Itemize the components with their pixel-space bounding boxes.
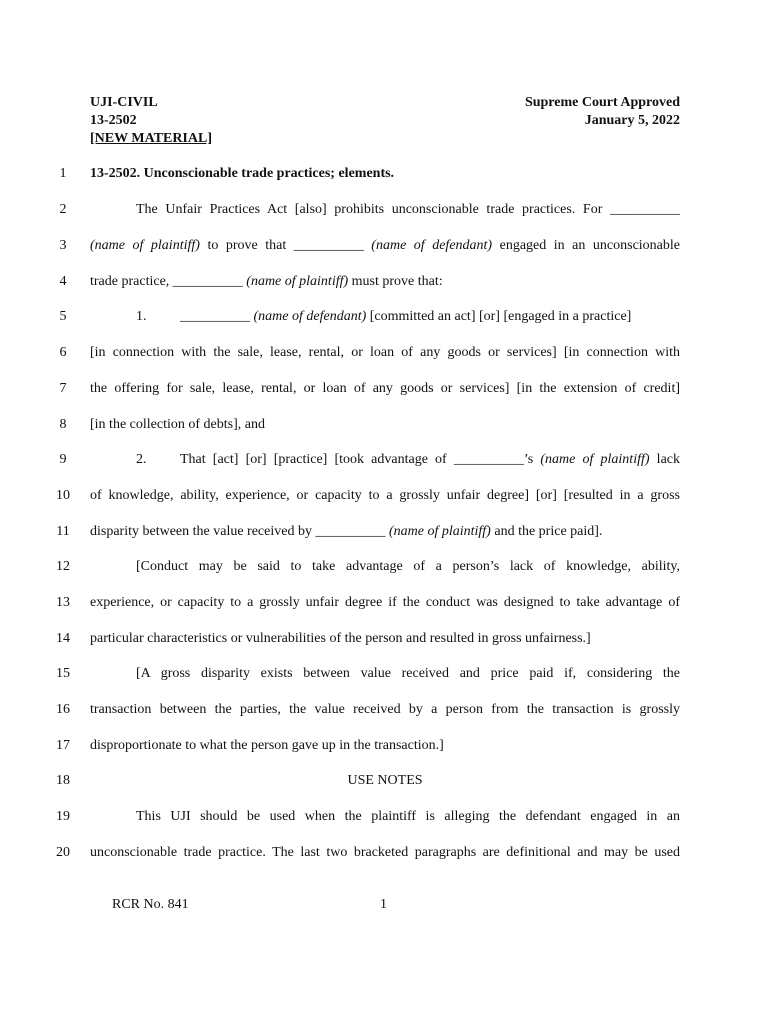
line-number: 19	[56, 809, 70, 824]
document-line	[0, 236, 770, 256]
header-number: 13-2502	[90, 113, 137, 128]
line-text: the offering for sale, lease, rental, or loan of any goods or services] [in the extension of credit]	[90, 381, 680, 396]
document-line	[0, 843, 770, 863]
document-line	[0, 450, 770, 470]
line-number: 5	[59, 309, 67, 324]
line-text: 2. That [act] [or] [practice] [took advantage of __________’s (name of plaintiff) lack	[90, 450, 680, 470]
line-text: This UJI should be used when the plaintiff is alleging the defendant engaged in an	[136, 809, 680, 824]
list-marker: 1.	[136, 309, 147, 324]
line-number: 14	[56, 631, 70, 646]
line-text: disparity between the value received by __________ (name of plaintiff) and the price paid].	[90, 524, 603, 539]
line-number: 8	[59, 417, 67, 432]
line-text: [in the collection of debts], and	[90, 417, 265, 432]
header-approval: Supreme Court Approved	[524, 95, 680, 110]
line-text: of knowledge, ability, experience, or capacity to a grossly unfair degree] [or] [resulted in a gross	[90, 488, 680, 503]
line-number: 2	[59, 202, 67, 217]
line-text: unconscionable trade practice. The last two bracketed paragraphs are definitional and may be used	[90, 845, 680, 860]
document-line	[0, 807, 770, 827]
line-number: 3	[59, 238, 67, 253]
document-line	[0, 164, 770, 184]
line-number: 11	[56, 524, 70, 539]
document-line	[0, 700, 770, 720]
line-text: [Conduct may be said to take advantage of a person’s lack of knowledge, ability,	[136, 559, 680, 574]
line-number: 6	[59, 345, 67, 360]
header-date: January 5, 2022	[584, 113, 680, 128]
line-number: 12	[56, 559, 70, 574]
document-line	[0, 557, 770, 577]
line-number: 1	[59, 166, 67, 181]
footer-rcr-number: RCR No. 841	[112, 897, 189, 912]
line-number: 16	[56, 702, 70, 717]
document-line	[0, 593, 770, 613]
document-line	[0, 771, 770, 791]
line-text: The Unfair Practices Act [also] prohibits unconscionable trade practices. For __________	[136, 202, 680, 217]
document-line	[0, 522, 770, 542]
document-line	[0, 379, 770, 399]
line-text: trade practice, __________ (name of plaintiff) must prove that:	[90, 274, 443, 289]
line-text: 1. __________ (name of defendant) [committed an act] [or] [engaged in a practice]	[90, 307, 680, 327]
line-text: disproportionate to what the person gave up in the transaction.]	[90, 738, 444, 753]
line-text: [in connection with the sale, lease, rental, or loan of any goods or services] [in connection with	[90, 345, 680, 360]
line-number: 13	[56, 595, 70, 610]
header-uji: UJI-CIVIL	[90, 95, 158, 110]
section-title: 13-2502. Unconscionable trade practices; elements.	[90, 166, 395, 181]
document-line	[0, 415, 770, 435]
line-text: (name of plaintiff) to prove that __________ (name of defendant) engaged in an unconscionable	[90, 238, 681, 253]
line-number: 18	[56, 773, 70, 788]
document-line	[0, 664, 770, 684]
document-line	[0, 629, 770, 649]
document-line	[0, 736, 770, 756]
line-number: 15	[56, 666, 70, 681]
line-number: 20	[56, 845, 70, 860]
header-new-material: [NEW MATERIAL]	[90, 131, 212, 146]
document-line	[0, 486, 770, 506]
document-line	[0, 307, 770, 327]
document-line	[0, 343, 770, 363]
line-text: experience, or capacity to a grossly unfair degree if the conduct was designed to take advantage of	[90, 595, 680, 610]
line-number: 9	[59, 452, 67, 467]
page-number: 1	[380, 897, 387, 912]
document-line	[0, 200, 770, 220]
line-number: 17	[56, 738, 70, 753]
line-text: [A gross disparity exists between value received and price paid if, considering the	[136, 666, 680, 681]
line-number: 7	[59, 381, 67, 396]
use-notes-heading: USE NOTES	[347, 773, 423, 788]
line-text: transaction between the parties, the value received by a person from the transaction is grossly	[90, 702, 680, 717]
line-number: 10	[56, 488, 70, 503]
header-right	[525, 94, 680, 130]
header-left	[90, 94, 212, 148]
line-number: 4	[59, 274, 67, 289]
line-text: particular characteristics or vulnerabilities of the person and resulted in gross unfairness.]	[90, 631, 591, 646]
list-marker: 2.	[136, 452, 147, 467]
document-line	[0, 272, 770, 292]
